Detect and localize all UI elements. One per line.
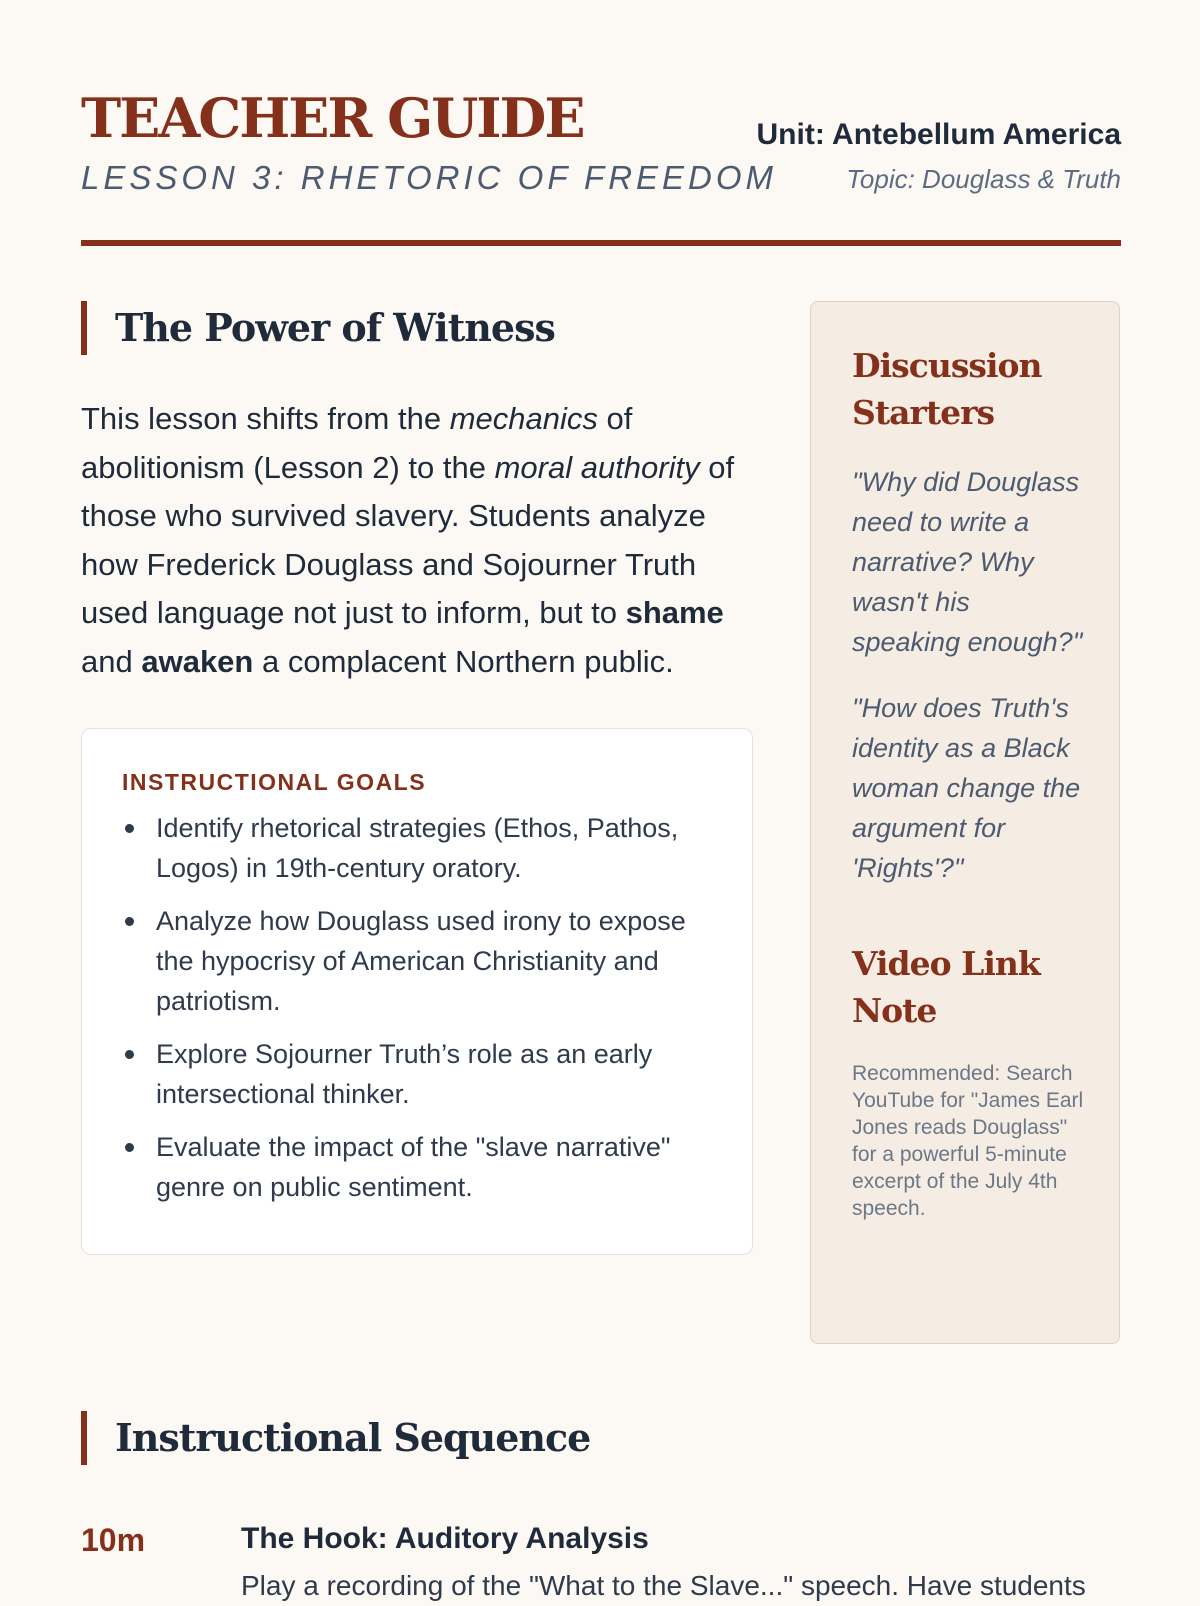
intro-bold-awaken: awaken [141, 643, 254, 679]
video-link-note: Recommended: Search YouTube for "James Earl Jones reads Douglass" for a powerful 5-minute excerpt of the July 4th speech. [852, 1062, 1084, 1220]
goals-title: INSTRUCTIONAL GOALS [122, 769, 427, 795]
sequence-step-description: Play a recording of the "What to the Slave..." speech. Have students [241, 1570, 1086, 1601]
intro-bold-shame: shame [625, 595, 724, 630]
goal-item: Explore Sojourner Truth’s role as an early intersectional thinker. [122, 1034, 712, 1114]
goals-list [122, 808, 712, 1207]
intro-text-2: of abolitionism (Lesson 2) to the [81, 401, 633, 485]
intro-text-5: a complacent Northern public. [253, 643, 674, 679]
unit-label: Unit: Antebellum America [756, 118, 1121, 151]
intro-paragraph [81, 395, 761, 686]
video-link-heading: Video Link Note [852, 944, 1040, 1030]
section-heading-power-of-witness: The Power of Witness [81, 301, 815, 355]
intro-emphasis-mechanics: mechanics [449, 401, 598, 436]
intro-text-4: and [81, 643, 142, 679]
page-title: TEACHER GUIDE [81, 86, 584, 150]
goal-item: Analyze how Douglass used irony to expose the hypocrisy of American Christianity and patriotism. [122, 901, 712, 1021]
intro-text-3: of those who survived slavery. Students analyze how Frederick Douglass and Sojourner Truth used language not just to inform, but to [81, 449, 735, 630]
lesson-subtitle: LESSON 3: RHETORIC OF FREEDOM [81, 159, 778, 196]
sequence-step-time: 10m [81, 1522, 146, 1558]
intro-text-1: This lesson shifts from the [81, 401, 450, 436]
discussion-quote: "Why did Douglass need to write a narrative? Why wasn't his speaking enough?" [852, 467, 1083, 657]
discussion-quote: "How does Truth's identity as a Black woman change the argument for 'Rights'?" [852, 693, 1081, 883]
topic-label: Topic: Douglass & Truth [846, 164, 1121, 194]
intro-emphasis-moral-authority: moral authority [494, 449, 700, 485]
header-divider [81, 240, 1121, 246]
goal-item: Evaluate the impact of the "slave narrative" genre on public sentiment. [122, 1127, 712, 1207]
sidebar-panel [810, 301, 1120, 1344]
sequence-step-title: The Hook: Auditory Analysis [241, 1522, 649, 1555]
discussion-starters-heading: Discussion Starters [852, 346, 1042, 432]
goal-item: Identify rhetorical strategies (Ethos, Pathos, Logos) in 19th-century oratory. [122, 808, 712, 888]
instructional-goals-card [81, 728, 753, 1255]
section-heading-instructional-sequence: Instructional Sequence [81, 1411, 815, 1465]
